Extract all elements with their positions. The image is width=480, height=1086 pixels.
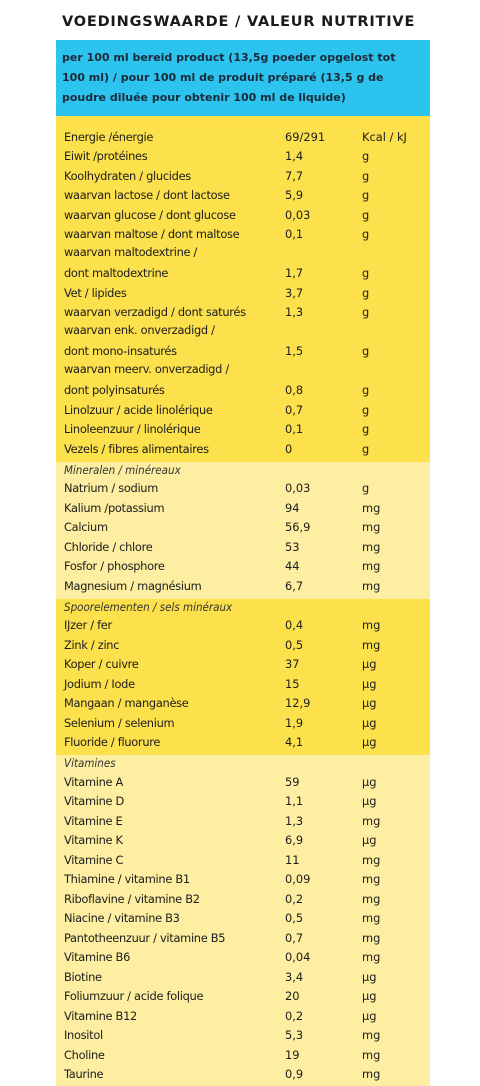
nutrient-unit: g [362,227,370,241]
nutrient-unit: mg [362,891,381,906]
nutrient-unit: mg [362,1067,381,1081]
nutrient-unit: mg [362,911,381,925]
nutrition-panel [56,0,430,1086]
nutrient-name: Fosfor / phosphore [64,559,165,573]
nutrient-row [56,321,430,360]
nutrient-name: Selenium / selenium [64,715,175,730]
nutrient-value: 1,3 [285,813,304,828]
nutrient-value: 37 [285,657,300,671]
section-minerals [56,462,430,595]
nutrient-unit: µg [362,833,377,847]
nutrient-value: 11 [285,852,300,867]
nutrient-name: Inositol [64,1028,103,1042]
nutrient-name: Vitamine C [64,852,124,867]
nutrient-row [56,1064,430,1084]
nutrient-value: 1,5 [285,344,304,358]
nutrient-value: 0,5 [285,911,304,925]
nutrient-name: Fluoride / fluorure [64,735,161,749]
nutrient-value: 0,7 [285,930,304,945]
nutrient-unit: µg [362,794,377,808]
nutrient-unit: mg [362,1047,381,1062]
nutrient-unit: g [362,344,370,358]
nutrient-value: 0,7 [285,402,304,417]
nutrient-value: 19 [285,1047,300,1062]
nutrient-row [56,575,430,595]
nutrient-name: dont polyinsaturés [64,383,165,397]
nutrient-unit: mg [362,520,381,534]
nutrient-row [56,399,430,419]
nutrient-name: waarvan verzadigd / dont saturés [64,305,246,319]
nutrient-name: Foliumzuur / acide folique [64,989,204,1003]
nutrient-unit: mg [362,930,381,945]
section-heading: Mineralen / minéreaux [64,462,181,477]
nutrient-unit: g [362,188,370,202]
nutrient-name: Vezels / fibres alimentaires [64,441,209,456]
nutrient-unit: g [362,422,370,436]
nutrient-row [56,517,430,537]
nutrient-value: 6,9 [285,833,304,847]
nutrient-unit: µg [362,696,377,710]
nutrient-row [56,693,430,713]
nutrient-unit: mg [362,559,381,573]
nutrient-row [56,1044,430,1064]
nutrient-unit: g [362,168,370,183]
nutrient-row [56,927,430,947]
nutrient-name: Vitamine A [64,774,124,789]
nutrient-name: Taurine [64,1067,104,1081]
nutrient-name: Magnesium / magnésium [64,578,202,593]
nutrient-unit: mg [362,578,381,593]
nutrient-value: 1,7 [285,266,304,280]
nutrient-row [56,243,430,282]
nutrient-row [56,947,430,967]
nutrient-value: 0,03 [285,207,311,222]
nutrient-unit: mg [362,852,381,867]
nutrient-name: Vitamine B12 [64,1008,137,1023]
nutrient-name-line1: waarvan maltodextrine / [64,245,198,259]
nutrient-unit: Kcal / kJ [362,129,407,144]
section-vitamins [56,755,430,1083]
nutrient-unit: µg [362,735,377,749]
nutrient-value: 4,1 [285,735,304,749]
nutrient-unit: g [362,305,370,319]
nutrient-row [56,986,430,1006]
nutrient-name: Energie /énergie [64,129,154,144]
nutrient-row [56,830,430,850]
nutrient-value: 44 [285,559,300,573]
section-macronutrients [56,126,430,458]
nutrient-value: 69/291 [285,129,326,144]
nutrient-name: Biotine [64,969,102,984]
nutrient-value: 0,5 [285,637,304,652]
nutrient-row [56,673,430,693]
nutrient-value: 1,1 [285,794,304,808]
nutrient-row [56,791,430,811]
nutrient-value: 5,9 [285,188,304,202]
nutrient-unit: g [362,402,370,417]
nutrient-name: Thiamine / vitamine B1 [64,872,190,886]
nutrient-unit: µg [362,1008,377,1023]
nutrient-unit: g [362,149,370,163]
nutrient-row [56,888,430,908]
nutrient-row [56,810,430,830]
section-trace-elements [56,599,430,752]
nutrient-name: Zink / zinc [64,637,120,652]
nutrient-value: 3,7 [285,285,304,300]
nutrient-value: 0,9 [285,1067,304,1081]
nutrient-value: 0,1 [285,422,304,436]
nutrient-row [56,908,430,928]
nutrient-name: Riboflavine / vitamine B2 [64,891,200,906]
nutrient-row [56,204,430,224]
nutrient-value: 0 [285,441,293,456]
nutrient-row [56,732,430,752]
page-title: VOEDINGSWAARDE / VALEUR NUTRITIVE [62,14,416,30]
nutrient-name-line1: waarvan enk. onverzadigd / [64,323,215,337]
nutrient-value: 0,2 [285,891,304,906]
nutrient-value: 15 [285,676,300,691]
nutrient-row [56,497,430,517]
nutrient-unit: µg [362,657,377,671]
nutrient-unit: mg [362,637,381,652]
nutrient-name: Linolzuur / acide linolérique [64,402,213,417]
nutrient-row [56,712,430,732]
nutrient-unit: g [362,383,370,397]
nutrient-unit: g [362,481,370,495]
nutrient-row [56,185,430,205]
nutrient-row [56,419,430,439]
nutrient-row [56,966,430,986]
nutrient-row [56,634,430,654]
nutrient-unit: mg [362,950,381,964]
nutrient-value: 56,9 [285,520,311,534]
nutrient-name: Chloride / chlore [64,539,153,554]
nutrient-unit: mg [362,813,381,828]
nutrient-row [56,165,430,185]
nutrient-row [56,438,430,458]
nutrient-unit: g [362,207,370,222]
nutrient-row [56,224,430,244]
nutrient-name: Vitamine K [64,833,123,847]
spacer [56,116,430,126]
nutrient-name: Koolhydraten / glucides [64,168,191,183]
nutrient-value: 0,04 [285,950,311,964]
nutrient-name: Mangaan / manganèse [64,696,189,710]
nutrient-unit: g [362,266,370,280]
section-heading: Vitamines [64,756,116,770]
nutrient-unit: µg [362,989,377,1003]
nutrient-value: 53 [285,539,300,554]
nutrient-name: Linoleenzuur / linolérique [64,422,201,436]
nutrient-value: 12,9 [285,696,311,710]
nutrient-value: 59 [285,774,300,789]
nutrient-unit: µg [362,676,377,691]
nutrient-row [56,536,430,556]
nutrient-unit: µg [362,969,377,984]
nutrient-row [56,478,430,498]
nutrient-name: Vitamine D [64,794,125,808]
nutrient-row [56,615,430,635]
nutrient-row [56,302,430,322]
nutrient-unit: mg [362,618,381,632]
nutrient-unit: µg [362,774,377,789]
nutrient-value: 7,7 [285,168,304,183]
nutrient-name: Vitamine E [64,813,123,828]
nutrient-unit: mg [362,539,381,554]
nutrient-row [56,556,430,576]
nutrient-value: 0,09 [285,872,311,886]
nutrient-name: IJzer / fer [64,618,112,632]
nutrient-unit: g [362,285,370,300]
nutrient-value: 0,2 [285,1008,304,1023]
nutrient-unit: g [362,441,370,456]
nutrient-unit: mg [362,872,381,886]
nutrient-name: Vitamine B6 [64,950,131,964]
nutrient-name: Jodium / Iode [64,676,135,691]
nutrient-row [56,1005,430,1025]
nutrient-name: dont maltodextrine [64,266,169,280]
nutrient-name: Pantotheenzuur / vitamine B5 [64,930,226,945]
nutrient-name: waarvan maltose / dont maltose [64,227,240,241]
nutrient-row [56,126,430,146]
nutrient-unit: mg [362,1028,381,1042]
nutrient-value: 6,7 [285,578,304,593]
nutrient-value: 0,4 [285,618,304,632]
section-heading: Spoorelementen / sels minéraux [64,599,233,614]
nutrient-name: Natrium / sodium [64,481,159,495]
nutrient-name: Choline [64,1047,105,1062]
nutrient-value: 20 [285,989,300,1003]
nutrient-name: waarvan lactose / dont lactose [64,188,230,202]
nutrient-name: Eiwit /protéines [64,149,148,163]
nutrient-row [56,360,430,399]
nutrient-row [56,771,430,791]
nutrient-row [56,869,430,889]
nutrient-row [56,1025,430,1045]
nutrient-value: 0,1 [285,227,304,241]
nutrient-name: waarvan glucose / dont glucose [64,207,236,222]
nutrient-value: 0,03 [285,481,311,495]
nutrient-unit: µg [362,715,377,730]
nutrient-name: Koper / cuivre [64,657,139,671]
nutrient-row [56,654,430,674]
nutrient-row [56,282,430,302]
nutrient-value: 0,8 [285,383,304,397]
nutrient-value: 5,3 [285,1028,304,1042]
nutrient-value: 1,3 [285,305,304,319]
nutrient-name: Kalium /potassium [64,500,165,515]
nutrient-name: Vet / lipides [64,285,127,300]
nutrient-value: 3,4 [285,969,304,984]
nutrient-unit: mg [362,500,381,515]
nutrient-name: Calcium [64,520,108,534]
nutrient-row [56,146,430,166]
serving-description: per 100 ml bereid product (13,5g poeder opgelost tot 100 ml) / pour 100 ml de produit préparé (13,5 g de poudre diluée pour obtenir 100 ml de liquide) [56,40,430,116]
nutrient-value: 1,4 [285,149,304,163]
nutrient-value: 94 [285,500,300,515]
nutrient-name-line1: waarvan meerv. onverzadigd / [64,362,229,376]
nutrient-value: 1,9 [285,715,304,730]
nutrient-row [56,849,430,869]
nutrient-name: Niacine / vitamine B3 [64,911,180,925]
nutrient-name: dont mono-insaturés [64,344,177,358]
